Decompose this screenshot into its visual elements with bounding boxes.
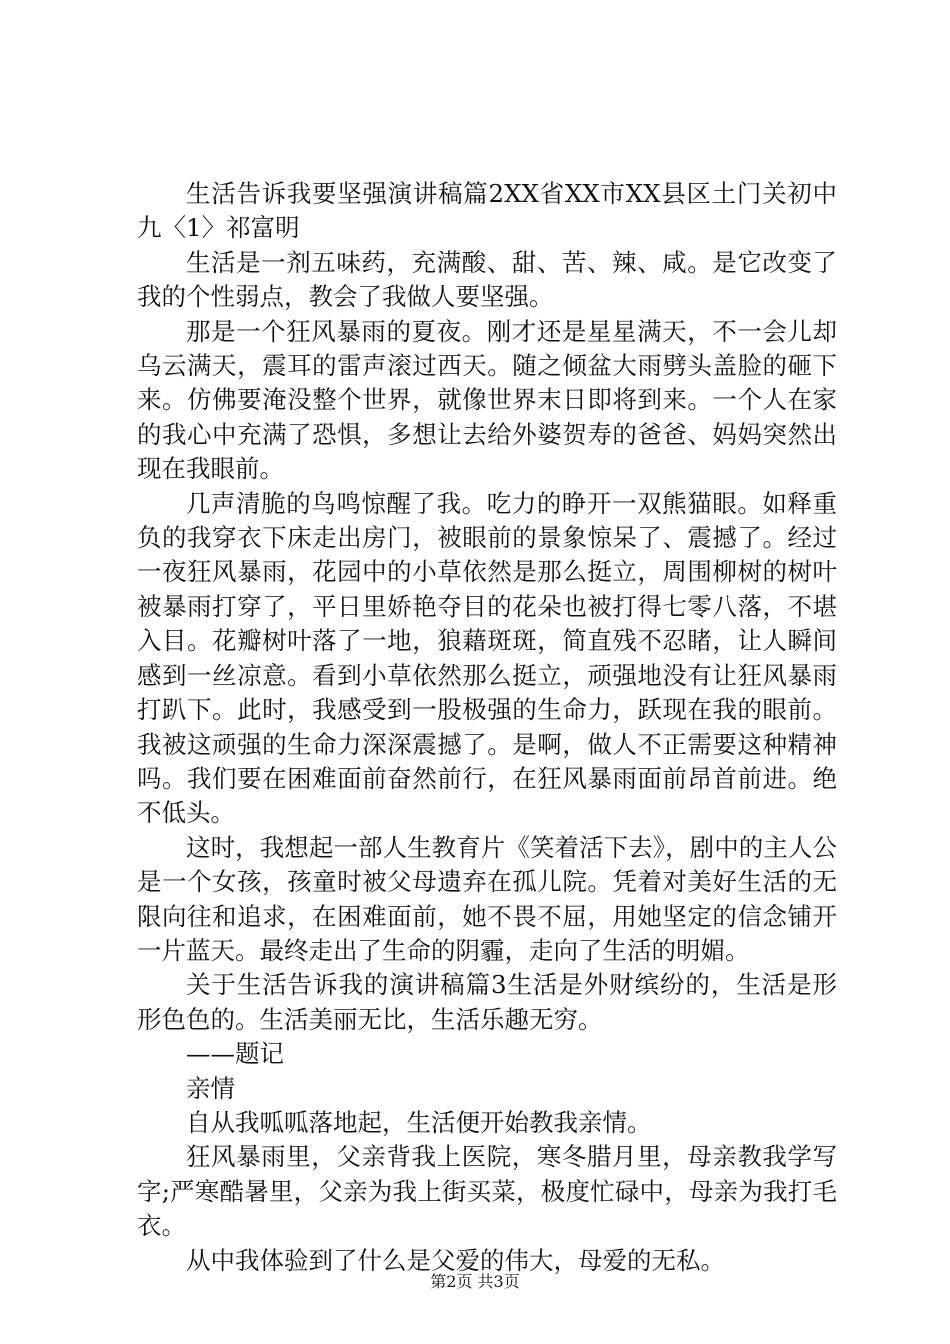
document-body — [137, 177, 837, 1278]
section-heading: 亲情 — [186, 1073, 235, 1103]
paragraph: 这时，我想起一部人生教育片《笑着活下去》，剧中的主人公是一个女孩，孩童时被父母遗弃在孤儿院。凭着对美好生活的无限向往和追求，在困难面前，她不畏不屈，用她坚定的信念铺开一片蓝天。最终走出了生命的阴霾，走向了生活的明媚。 — [137, 832, 837, 965]
epigraph-attribution: ——题记 — [186, 1039, 284, 1069]
paragraph: 几声清脆的鸟鸣惊醒了我。吃力的睁开一双熊猫眼。如释重负的我穿衣下床走出房门，被眼前的景象惊呆了、震撼了。经过一夜狂风暴雨，花园中的小草依然是那么挺立，周围柳树的树叶被暴雨打穿了，平日里娇艳夺目的花朵也被打得七零八落，不堪入目。花瓣树叶落了一地，狼藉斑斑，简直残不忍睹，让人瞬间感到一丝凉意。看到小草依然那么挺立，顽强地没有让狂风暴雨打趴下。此时，我感受到一股极强的生命力，跃现在我的眼前。我被这顽强的生命力深深震撼了。是啊，做人不正需要这种精神吗。我们要在困难面前奋然前行，在狂风暴雨面前昂首前进。绝不低头。 — [137, 488, 837, 828]
paragraph-title-line: 生活告诉我要坚强演讲稿篇2XX省XX市XX县区土门关初中九〈1〉祁富明 — [137, 179, 837, 243]
paragraph: 关于生活告诉我的演讲稿篇3生活是外财缤纷的，生活是形形色色的。生活美丽无比，生活乐趣无穷。 — [137, 970, 837, 1034]
paragraph: 生活是一剂五味药，充满酸、甜、苦、辣、咸。是它改变了我的个性弱点，教会了我做人要坚强。 — [137, 247, 837, 312]
paragraph: 狂风暴雨里，父亲背我上医院，寒冬腊月里，母亲教我学写字;严寒酷暑里，父亲为我上街买菜，极度忙碌中，母亲为我打毛衣。 — [137, 1142, 837, 1241]
paragraph: 那是一个狂风暴雨的夏夜。刚才还是星星满天，不一会儿却乌云满天，震耳的雷声滚过西天。随之倾盆大雨劈头盖脸的砸下来。仿佛要淹没整个世界，就像世界末日即将到来。一个人在家的我心中充满了恐惧，多想让去给外婆贺寿的爸爸、妈妈突然出现在我眼前。 — [137, 316, 837, 484]
paragraph: 自从我呱呱落地起，生活便开始教我亲情。 — [186, 1107, 652, 1137]
page-number-footer: 第2页 共3页 — [430, 1272, 520, 1291]
paragraph: 从中我体验到了什么是父爱的伟大，母爱的无私。 — [186, 1245, 725, 1275]
